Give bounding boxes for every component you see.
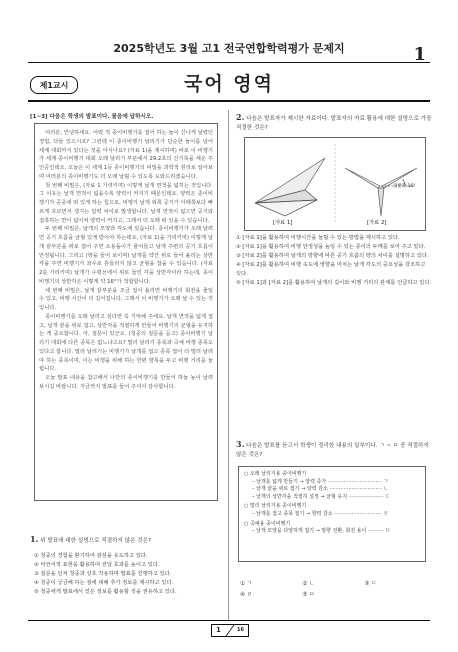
paper-airplane-icon [255, 158, 325, 216]
instruction: [1~3] 다음은 학생의 발표이다. 물음에 답하시오. [30, 114, 154, 120]
question-2-choices [236, 234, 432, 288]
outline-heading: ○ 멀리 날리기용 종이비행기 [244, 503, 307, 510]
choice[interactable]: ② ㄴ [302, 581, 315, 587]
question-text: 다음은 발표자가 제시한 자료이다. 발표자의 자료 활용에 대한 설명으로 가장 적절한 것은? [236, 116, 432, 131]
outline-item: – 날개 끝을 위로 접기 → 양력 감소 ································· ㄴ [252, 486, 389, 493]
summary-box [238, 466, 426, 562]
question-text: 다음은 발표를 듣고서 학생이 정리한 내용의 일부이다. ㄱ ~ ㅁ 중 적절하지 않은 것은? [236, 443, 429, 458]
choice[interactable]: ① [자료 1]을 활용하여 비행시간을 늘릴 수 있는 방법을 제시하고 있다. [236, 235, 400, 241]
question-number: 2. [236, 112, 245, 122]
choice[interactable]: ④ 청중이 궁금해 하는 점에 대해 추가 정보를 제시하고 있다. [34, 579, 174, 586]
outline-item: – 날개를 접고 종목 접기 → 향력 감소 ······························ ㄹ [252, 510, 389, 517]
question-3-choices [236, 580, 432, 600]
choice[interactable]: ③ ㄷ [364, 581, 377, 587]
outline-item: – 날개의 상반각을 적절히 설정 → 균형 유지 ······················ ㄷ [252, 493, 391, 500]
passage-paragraph: 여러분, 안녕하세요. 어렸 적 종이비행기를 접어 하는 놀이 신나게 날렸던 경험, 다들 있으시죠? 그런데 이 종이비행기 날리기가 단순한 놀이를 넘어 세계 대회까지 있다는 것을 아시나요? (자료 1)을 제시하며) 바로 이 비행기가 세계 종이비행기 대회 오래 날리기 부분에서 29.2초의 신기록을 세운 주인공인데요. 오늘은 이 세계 1등 종이비행기의 비밀을 과학적 원리로 알아보며 여러분의 종이비행기도 더 오래 날릴 수 있도록 도와드리겠습니다. [39, 130, 213, 180]
page-indicator [211, 624, 249, 637]
question-number: 1. [30, 534, 39, 544]
figure-2-caption: [자료 2] [367, 220, 387, 226]
passage-paragraph: 세 번째 비밀은, 날개 끝부분을 조금 접어 올리면 비행기의 회전을 줄일 수 있고, 비행 시간이 더 길어집니다. 그래서 이 비행기가 오래 날 수 있는 것입니다. [39, 287, 213, 311]
subject-title: 국어 영역 [183, 73, 275, 95]
column-divider [228, 110, 229, 620]
passage-box [34, 123, 218, 501]
passage-paragraph: 종이비행기를 오래 날리고 싶다면 꼭 기억해 주세요. 날개 면적을 넓게 접고, 날개 끝을 위로 접고, 상반각을 적절하게 만들어 비행기의 균형을 유지하는 게 중요합니다. 아, 질문이 있군요. (청중의 질문을 듣고) 종이비행기 날리기 대회에 다른 종목은 없느냐고요? 멀리 날리기 종목과 곡예 비행 종목도 있다고 합니다. 멀리 날리기는 비행기가 날개를 접고 종목 접어 더 멀리 날려야 하는 종목이며, 이는 비행을 위해 하는 한편 향목을 두고 비행 거리를 늘립니다. [39, 313, 213, 373]
total-pages: 16 [237, 627, 244, 633]
passage-paragraph: 두 번째 비밀은, 날개의 모양과 각도에 있습니다. 종이비행기가 오래 날려면 공기 흐름을 균형 있게 받아야 하는데요, (자료 1)을 가리키며) 이렇게 날개 끝부분을 위로 접어 주면 소용돌이가 줄어들고 날개 주변의 공기 흐름이 안정됩니다. 그리고 (향을 들어 보이며) 날개를 약간 위로 들어 올리는 상반각을 주면 비행기가 좌우로 흔들리지 않고 균형을 잡을 수 있습니다. (자료 2를 가리키며) 날개가 수평선에서 위로 들린 각을 상반각이라 하는데, 종이비행기의 상반각은 이렇게 약 16°가 적합합니다. [39, 226, 213, 285]
passage-paragraph: 오늘 발표 내용을 참고해서 나만의 종이비행기를 만들어 하늘 높이 날려 보시길 바랍니다. 지금까지 발표를 들어 주셔서 감사합니다. [39, 375, 213, 390]
question-text: 위 발표에 대한 설명으로 적절하지 않은 것은? [40, 538, 152, 544]
choice[interactable]: ① 청중의 경험을 환기하여 관심을 유도하고 있다. [34, 552, 148, 559]
choice[interactable]: ① ㄱ [240, 581, 253, 587]
question-2 [236, 113, 432, 132]
dihedral-airplane-icon [345, 168, 417, 216]
exam-title: 2025학년도 3월 고1 전국연합학력평가 문제지 [113, 42, 345, 55]
figure-box [244, 137, 426, 231]
subject-rule [28, 100, 430, 102]
question-1 [30, 535, 220, 597]
question-3 [236, 440, 432, 459]
footer-rule [28, 620, 430, 621]
choice[interactable]: ④ ㄹ [240, 591, 253, 598]
choice[interactable]: ② 비언어적 표현을 활용하여 전달 효과를 높이고 있다. [34, 561, 160, 568]
page-number: 1 [413, 44, 426, 65]
passage-paragraph: 첫 번째 비밀은, (자료 1 가리키며) 이렇게 날개 면적을 넓히는 것입니다. 그 이유는 날개 면적이 넓을수록 양력이 커지기 때문인데요. 양력은 종이비행기가 공중에 떠 있게 하는 힘으로, 비행기 날개 위쪽 공기가 아래쪽보다 빠르게 흐르면서 생기는 압력 차이로 발생합니다. 날개 면적이 넓으면 공기와 접촉하는 면이 넓어져 양력이 커지고, 그래서 더 오래 떠 있을 수 있습니다. [39, 182, 213, 224]
choice[interactable]: ⑤ [자료 1]과 [자료 2]를 활용하여 날개의 길이와 비행 거리의 관계를 언급하고 있다. [236, 280, 432, 286]
header-rule [28, 62, 430, 63]
figure-1-caption: [자료 1] [273, 220, 293, 226]
choice[interactable]: ⑤ 청중에게 발표에서 얻은 정보를 활용할 것을 권유하고 있다. [34, 588, 177, 595]
outline-item: – 날개 모양을 다양하게 접기 → 방향 전환, 회전 용이 ·········· ㅁ [252, 528, 391, 535]
outline-heading: ○ 곡예용 종이비행기 [244, 520, 291, 527]
outline-heading: ○ 오래 날리기용 종이비행기 [244, 471, 307, 477]
choice[interactable]: ③ [자료 2]를 활용하여 날개의 방향에 따른 공기 흐름의 양의 차이를 설명하고 있다. [236, 253, 429, 259]
question-number: 3. [236, 439, 245, 449]
choice[interactable]: ⑤ ㅁ [302, 591, 315, 598]
session-badge: 제1교시 [30, 76, 78, 94]
current-page: 1 [216, 626, 221, 634]
angle-label: 상반각 16° [393, 184, 416, 189]
choice[interactable]: ③ 질문을 던져 청중과 상호 작용하며 발표를 진행하고 있다. [34, 570, 172, 577]
choice[interactable]: ② [자료 1]을 활용하여 비행 안정성을 높일 수 있는 종이의 두께를 보여 주고 있다. [236, 244, 426, 250]
choice[interactable]: ④ [자료 2]를 활용하여 비행 속도에 영향을 미치는 날개 각도의 중요성을 강조하고 있다. [236, 262, 426, 277]
outline-item: – 날개를 넓게 만들기 → 양력 증가 ·································· ㄱ [252, 478, 389, 485]
